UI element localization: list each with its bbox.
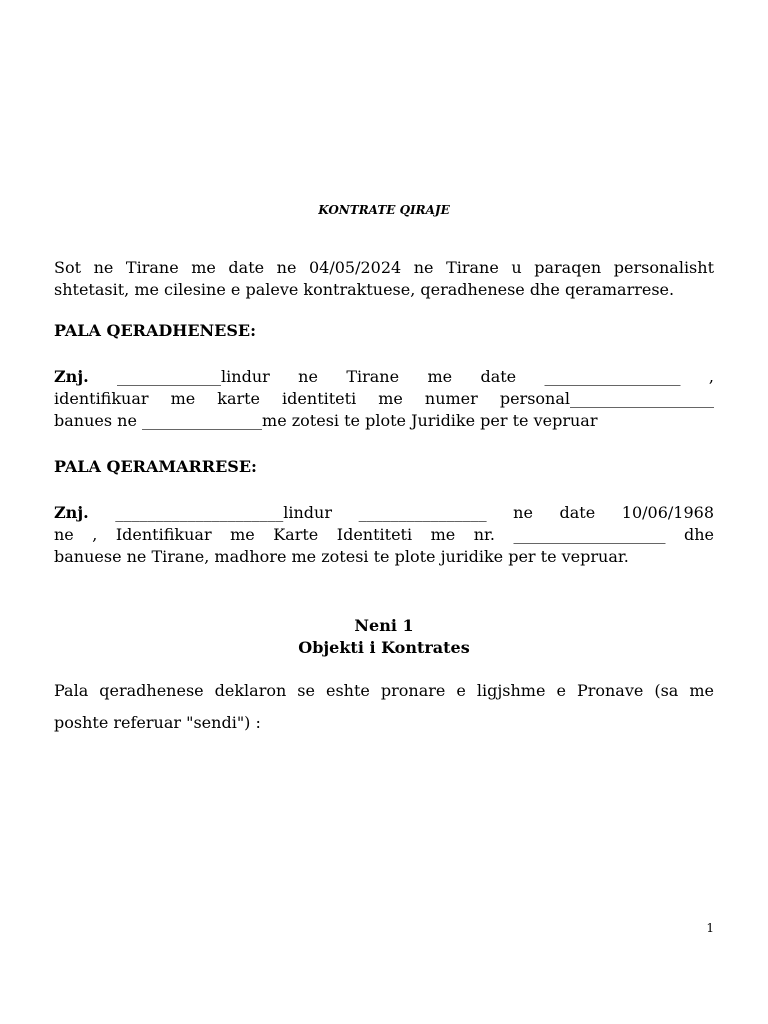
lessee-heading: PALA QERAMARRESE: [54,457,257,476]
article-line-2: poshte referuar "sendi") : [54,713,261,732]
document-title: KONTRATE QIRAJE [318,203,450,217]
lessor-line-3: banues ne _______________me zotesi te plote Juridike per te vepruar [54,411,598,430]
lessor-paragraph [54,366,714,432]
lessee-paragraph [54,502,714,568]
article-number: Neni 1 [354,616,414,635]
lessee-line-1 [54,502,714,524]
article-line-1: Pala qeradhenese deklaron se eshte pronare e ligjshme e Pronave (sa me [54,681,714,700]
lessor-line-2: identifikuar me karte identiteti me numer personal__________________ [54,389,714,408]
article-paragraph [54,675,714,739]
intro-line-1: Sot ne Tirane me date ne 04/05/2024 ne Tirane u paraqen personalisht [54,258,714,277]
lessor-title-prefix: Znj. [54,367,89,386]
intro-paragraph [54,257,714,301]
lessee-title-prefix: Znj. [54,503,89,522]
lessee-line-3: banuese ne Tirane, madhore me zotesi te plote juridike per te vepruar. [54,547,629,566]
lessee-line-2: ne , Identifikuar me Karte Identiteti me nr. ___________________ dhe [54,525,714,544]
article-title: Objekti i Kontrates [298,638,470,657]
lessor-line-1 [54,366,714,388]
lessee-line-1-text: _____________________lindur ________________ ne date 10/06/1968 [88,503,714,522]
lessor-heading: PALA QERADHENESE: [54,321,257,340]
page-number: 1 [706,921,714,935]
lessor-line-1-text: _____________lindur ne Tirane me date _________________ , [88,367,714,386]
intro-line-2: shtetasit, me cilesine e paleve kontraktuese, qeradhenese dhe qeramarrese. [54,280,675,299]
